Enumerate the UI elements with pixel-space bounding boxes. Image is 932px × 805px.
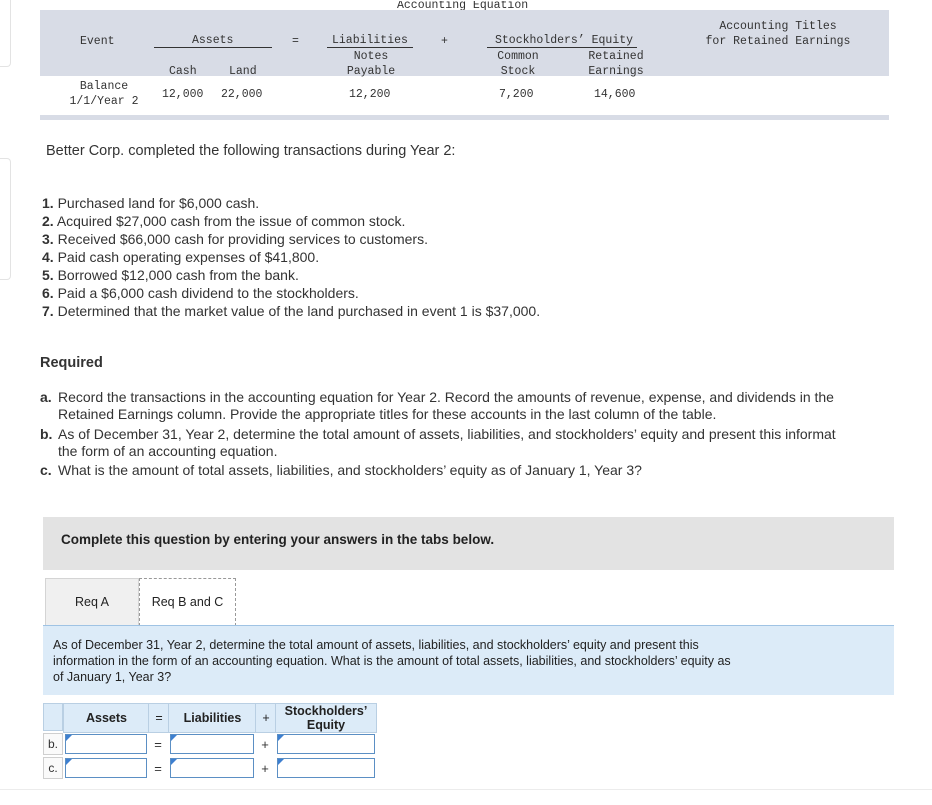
balance-label-line-1: Balance bbox=[79, 80, 129, 93]
answer-c-equals: = bbox=[154, 760, 162, 776]
titles-header-line-2: for Retained Earnings bbox=[705, 35, 851, 48]
required-b-label: b. bbox=[40, 426, 53, 442]
transaction-item bbox=[42, 212, 540, 230]
retained-header-line-2: Earnings bbox=[588, 65, 644, 78]
land-header: Land bbox=[229, 65, 257, 78]
cash-header: Cash bbox=[169, 65, 197, 78]
answer-c-liabilities-input[interactable] bbox=[170, 758, 254, 778]
titles-column-header bbox=[703, 19, 853, 49]
transaction-number: 4. bbox=[42, 249, 54, 265]
transaction-item bbox=[42, 230, 540, 248]
transaction-text: Purchased land for $6,000 cash. bbox=[57, 195, 260, 211]
transaction-item bbox=[42, 302, 540, 320]
answer-head-plus: + bbox=[255, 703, 277, 733]
common-header-line-2: Stock bbox=[500, 65, 536, 78]
instruction-text: Complete this question by entering your answers in the tabs below. bbox=[61, 532, 495, 547]
required-a-line-1: Record the transactions in the accounting equation for Year 2. Record the amounts of revenue, expense, and dividends in the bbox=[58, 389, 834, 405]
tab-req-b-and-c[interactable]: Req B and C bbox=[139, 578, 236, 626]
required-b bbox=[40, 426, 932, 460]
tab-req-a[interactable]: Req A bbox=[45, 578, 139, 625]
transaction-item bbox=[42, 248, 540, 266]
balance-row-label bbox=[65, 79, 143, 109]
question-line-3: of January 1, Year 3? bbox=[53, 670, 172, 684]
answer-head-liabilities: Liabilities bbox=[168, 703, 257, 733]
left-edge-artifact-mid bbox=[0, 158, 11, 280]
answer-c-plus: + bbox=[261, 760, 269, 776]
answer-head-equity-line-1: Stockholders’ bbox=[284, 704, 368, 718]
answer-row-label-c: c. bbox=[43, 757, 63, 779]
retained-header-line-1: Retained bbox=[588, 50, 644, 63]
answer-head-spacer bbox=[43, 703, 63, 731]
answer-b-liabilities-input[interactable] bbox=[170, 734, 254, 754]
question-panel bbox=[43, 625, 894, 695]
answer-c-assets-input[interactable] bbox=[65, 758, 147, 778]
balance-notes-payable: 12,200 bbox=[349, 88, 391, 101]
common-stock-header bbox=[488, 49, 548, 79]
required-a-line-2: Retained Earnings column. Provide the appropriate titles for these accounts in the last column of the table. bbox=[58, 406, 717, 422]
balance-label-line-2: 1/1/Year 2 bbox=[69, 95, 139, 108]
transaction-number: 6. bbox=[42, 285, 54, 301]
balance-retained-earnings: 14,600 bbox=[594, 88, 636, 101]
equation-table-title: Accounting Equation bbox=[397, 1, 529, 10]
question-text bbox=[53, 637, 883, 685]
transaction-item bbox=[42, 266, 540, 284]
transaction-item bbox=[42, 194, 540, 212]
answer-row-label-b: b. bbox=[43, 733, 63, 755]
answer-c-equity-input[interactable] bbox=[277, 758, 375, 778]
transaction-text: Received $66,000 cash for providing services to customers. bbox=[57, 231, 428, 247]
liabilities-group-header: Liabilities bbox=[332, 34, 408, 47]
answer-head-equals: = bbox=[148, 703, 170, 733]
question-line-1: As of December 31, Year 2, determine the total amount of assets, liabilities, and stockholders’ equity and present this bbox=[53, 638, 699, 652]
balance-common-stock: 7,200 bbox=[499, 88, 534, 101]
retained-earnings-header bbox=[580, 49, 652, 79]
answer-head-equity-line-2: Equity bbox=[306, 718, 346, 732]
answer-head-equity bbox=[275, 703, 377, 733]
equity-underline bbox=[487, 47, 637, 48]
question-line-2: information in the form of an accounting equation. What is the amount of total assets, liabilities, and stockholders’ equity as bbox=[53, 654, 731, 668]
balance-land: 22,000 bbox=[221, 88, 263, 101]
common-header-line-1: Common bbox=[497, 50, 539, 63]
required-c bbox=[40, 462, 932, 479]
transaction-item bbox=[42, 284, 540, 302]
instruction-panel bbox=[43, 517, 894, 570]
required-b-line-2: the form of an accounting equation. bbox=[58, 443, 278, 459]
transaction-number: 1. bbox=[42, 195, 54, 211]
notes-payable-header bbox=[338, 49, 404, 79]
transaction-text: Determined that the market value of the land purchased in event 1 is $37,000. bbox=[57, 303, 541, 319]
required-a-label: a. bbox=[40, 389, 52, 405]
answer-b-plus: + bbox=[261, 736, 269, 752]
transaction-text: Paid cash operating expenses of $41,800. bbox=[57, 249, 320, 265]
transaction-text: Acquired $27,000 cash from the issue of common stock. bbox=[56, 213, 406, 229]
assets-underline bbox=[154, 47, 272, 48]
transaction-list bbox=[42, 194, 540, 320]
notes-header-line-2: Payable bbox=[346, 65, 396, 78]
required-a bbox=[40, 389, 932, 423]
transaction-number: 5. bbox=[42, 267, 54, 283]
col-event-header: Event bbox=[80, 35, 115, 48]
intro-text: Better Corp. completed the following transactions during Year 2: bbox=[46, 143, 456, 159]
bottom-divider bbox=[0, 789, 932, 790]
transaction-text: Paid a $6,000 cash dividend to the stockholders. bbox=[57, 285, 359, 301]
equation-plus: + bbox=[441, 35, 448, 48]
liabilities-underline bbox=[327, 47, 413, 48]
equation-equals: = bbox=[292, 35, 299, 48]
assets-group-header: Assets bbox=[192, 34, 234, 47]
equity-group-header: Stockholders’ Equity bbox=[495, 34, 634, 47]
notes-header-line-1: Notes bbox=[353, 50, 389, 63]
transaction-text: Borrowed $12,000 cash from the bank. bbox=[57, 267, 299, 283]
required-heading: Required bbox=[40, 355, 103, 371]
answer-b-equals: = bbox=[154, 736, 162, 752]
answer-b-equity-input[interactable] bbox=[277, 734, 375, 754]
titles-header-line-1: Accounting Titles bbox=[719, 20, 837, 33]
balance-cash: 12,000 bbox=[162, 88, 204, 101]
left-edge-artifact-top bbox=[0, 0, 11, 67]
answer-head-assets: Assets bbox=[63, 703, 150, 733]
answer-b-assets-input[interactable] bbox=[65, 734, 147, 754]
transaction-number: 3. bbox=[42, 231, 54, 247]
equation-table-bottom-border bbox=[40, 115, 889, 120]
required-c-line-1: What is the amount of total assets, liabilities, and stockholders’ equity as of January 1, Year 3? bbox=[58, 462, 642, 478]
required-c-label: c. bbox=[40, 462, 52, 478]
transaction-number: 7. bbox=[42, 303, 54, 319]
transaction-number: 2. bbox=[42, 213, 54, 229]
required-b-line-1: As of December 31, Year 2, determine the total amount of assets, liabilities, and stockholders’ equity and present this informat bbox=[58, 426, 836, 442]
